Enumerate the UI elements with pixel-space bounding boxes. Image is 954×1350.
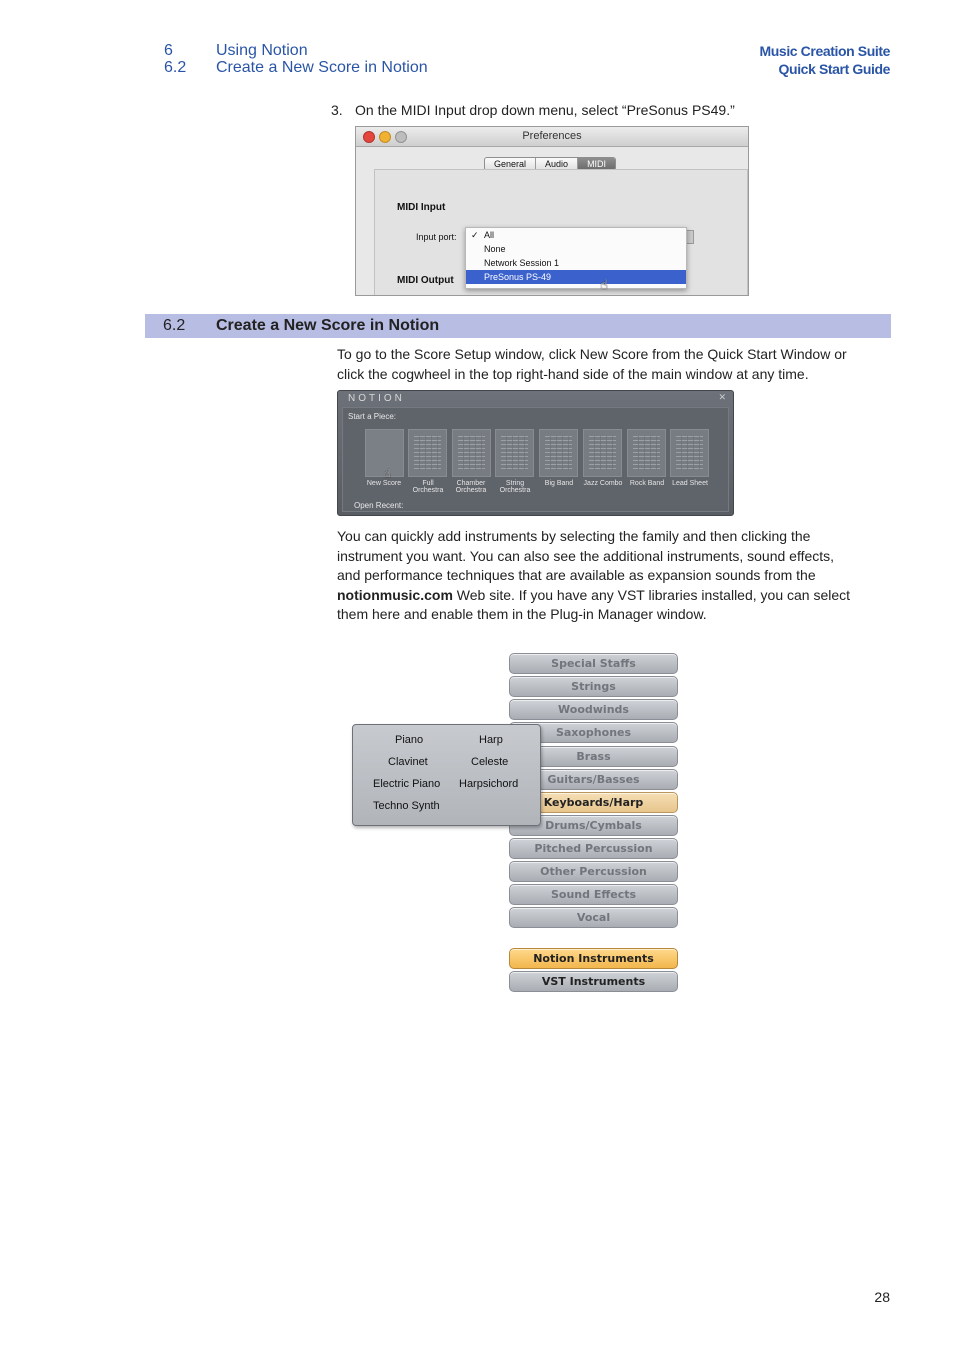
step-number: 3. (331, 102, 343, 118)
menu-item-none[interactable]: None (484, 244, 506, 254)
title-bar (356, 127, 748, 147)
family-guitars-basses[interactable]: Guitars/Basses (509, 769, 678, 790)
preferences-window (355, 126, 749, 296)
family-saxophones[interactable]: Saxophones (509, 722, 678, 743)
checkmark-icon: ✓ (471, 230, 479, 240)
tile-big-band[interactable] (539, 429, 578, 477)
source-notion-instruments[interactable]: Notion Instruments (509, 948, 678, 969)
instrument-popup (352, 724, 541, 826)
tile-string-orchestra[interactable] (495, 429, 534, 477)
section-heading-number: 6.2 (163, 317, 186, 334)
product-line-1: Music Creation Suite (759, 43, 890, 59)
family-strings[interactable]: Strings (509, 676, 678, 697)
window-title: Preferences (522, 130, 582, 142)
open-recent-label: Open Recent: (354, 501, 404, 510)
input-port-popup[interactable] (686, 230, 694, 244)
product-name (760, 42, 890, 78)
instrument-clavinet[interactable]: Clavinet (388, 756, 428, 768)
tab-general[interactable]: General (485, 158, 536, 170)
family-drums-cymbals[interactable]: Drums/Cymbals (509, 815, 678, 836)
notionmusic-link[interactable]: notionmusic.com (337, 586, 453, 603)
instrument-electric-piano[interactable]: Electric Piano (373, 778, 441, 790)
menu-item-presonus[interactable]: PreSonus PS-49 (466, 270, 686, 284)
page-number: 28 (874, 1289, 890, 1305)
tile-caption: Rock Band (629, 480, 665, 487)
family-keyboards-harp[interactable]: Keyboards/Harp (509, 792, 678, 813)
family-other-percussion[interactable]: Other Percussion (509, 861, 678, 882)
section-title: Create a New Score in Notion (216, 59, 428, 76)
tile-caption: Full Orchestra (412, 480, 444, 494)
menu-item-network-session[interactable]: Network Session 1 (484, 258, 560, 268)
family-pitched-percussion[interactable]: Pitched Percussion (509, 838, 678, 859)
section-heading-title: Create a New Score in Notion (216, 317, 440, 334)
tile-caption: String Orchestra (499, 480, 531, 494)
tile-jazz-combo[interactable] (583, 429, 622, 477)
family-special-staffs[interactable]: Special Staffs (509, 653, 678, 674)
hand-cursor-icon: ☝ (600, 277, 608, 292)
midi-input-label: MIDI Input (397, 202, 446, 213)
section-number: 6.2 (164, 59, 187, 76)
notion-start-window (337, 390, 734, 516)
tile-caption: Big Band (544, 480, 574, 487)
instrument-piano[interactable]: Piano (395, 734, 424, 746)
menu-item-label: All (484, 230, 495, 240)
tile-full-orchestra[interactable] (408, 429, 447, 477)
chapter-number: 6 (164, 42, 173, 59)
paragraph-score-setup: To go to the Score Setup window, click New Score from the Quick Start Window or click the cogwheel in the top right-hand side of the main window at any time. (337, 346, 847, 382)
tile-caption: Chamber Orchestra (455, 480, 487, 494)
instrument-harp[interactable]: Harp (479, 734, 503, 746)
instrument-techno-synth[interactable]: Techno Synth (373, 800, 440, 812)
step-text: On the MIDI Input drop down menu, select “PreSonus PS49.” (355, 102, 735, 118)
family-woodwinds[interactable]: Woodwinds (509, 699, 678, 720)
start-piece-label: Start a Piece: (348, 412, 397, 421)
tab-midi[interactable]: MIDI (578, 158, 615, 170)
menu-item-all[interactable] (466, 228, 686, 242)
input-port-label: Input port: (416, 232, 457, 242)
tile-chamber-orchestra[interactable] (452, 429, 491, 477)
chapter-title: Using Notion (216, 42, 308, 59)
tile-lead-sheet[interactable] (670, 429, 709, 477)
paragraph-instruments: You can quickly add instruments by selecting the family and then clicking the instrument you want. You can also see the additional instruments, sound effects, and performance techniques that are available as expansion sounds from the notionmusic.com Web site. If you have any VST libraries installed, you can select them here and enable them in the Plug-in Manager window. (337, 528, 851, 623)
notion-logo: NOTION (348, 393, 405, 404)
tile-caption: Jazz Combo (583, 480, 623, 487)
hand-cursor-icon: ☝ (384, 468, 391, 480)
section-heading (145, 314, 891, 338)
tab-audio[interactable]: Audio (536, 158, 578, 170)
tile-caption: Lead Sheet (672, 480, 708, 487)
tile-rock-band[interactable] (627, 429, 666, 477)
instrument-harpsichord[interactable]: Harpsichord (459, 778, 519, 790)
close-icon[interactable]: ✕ (718, 392, 726, 402)
running-header (164, 42, 428, 76)
instrument-celeste[interactable]: Celeste (471, 756, 509, 768)
family-sound-effects[interactable]: Sound Effects (509, 884, 678, 905)
step-3 (331, 102, 735, 118)
family-vocal[interactable]: Vocal (509, 907, 678, 928)
midi-output-label: MIDI Output (397, 275, 454, 286)
family-brass[interactable]: Brass (509, 746, 678, 767)
product-line-2: Quick Start Guide (778, 61, 890, 77)
input-port-menu (465, 227, 687, 289)
tile-caption: New Score (366, 480, 402, 487)
source-vst-instruments[interactable]: VST Instruments (509, 971, 678, 992)
